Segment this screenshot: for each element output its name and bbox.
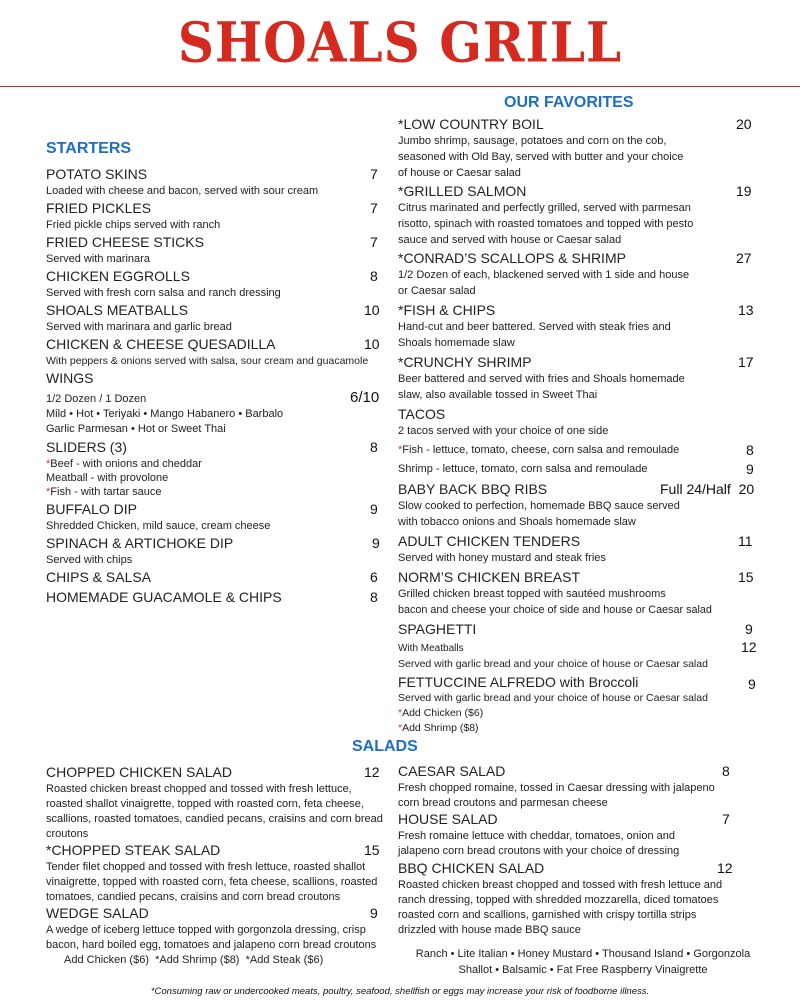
item-price: 8 — [746, 442, 754, 458]
item-desc: Served with chips — [46, 554, 133, 566]
item-desc: Served with garlic bread and your choice of house or Caesar salad — [398, 692, 708, 704]
item-price: 7 — [370, 234, 378, 250]
spaghetti-meatballs: With Meatballs — [398, 643, 464, 654]
item-desc: vinaigrette, topped with roasted corn, feta cheese, scallions, roasted — [46, 876, 378, 888]
item-desc: Served with honey mustard and steak fries — [398, 552, 606, 564]
section-heading-favorites: OUR FAVORITES — [504, 94, 634, 111]
section-heading-salads: SALADS — [352, 738, 418, 755]
item-name: POTATO SKINS — [46, 166, 148, 182]
section-heading-starters: STARTERS — [46, 140, 132, 157]
item-name: SLIDERS (3) — [46, 439, 127, 455]
item-desc: Served with marinara — [46, 253, 150, 265]
item-desc: Jumbo shrimp, sausage, potatoes and corn on the cob, — [398, 135, 667, 147]
item-price: 8 — [370, 439, 378, 455]
item-name: BABY BACK BBQ RIBS — [398, 481, 548, 497]
item-desc: bacon, hard boiled egg, tomatoes and jalapeno corn bread croutons — [46, 939, 377, 951]
item-price: 12 — [717, 860, 733, 876]
item-desc: Fried pickle chips served with ranch — [46, 219, 221, 231]
item-name: CHICKEN EGGROLLS — [46, 268, 190, 284]
item-name: FETTUCCINE ALFREDO with Broccoli — [398, 674, 639, 690]
item-desc: Fresh romaine lettuce with cheddar, tomatoes, onion and — [398, 830, 675, 842]
item-price: 19 — [736, 183, 752, 199]
item-price: 6/10 — [350, 389, 380, 406]
slider-option: Meatball - with provolone — [46, 472, 169, 484]
dressing-options — [398, 946, 768, 978]
item-desc: Tender filet chopped and tossed with fresh lettuce, roasted shallot — [46, 861, 366, 873]
wings-flavors: Garlic Parmesan • Hot or Sweet Thai — [46, 423, 226, 435]
item-price: 8 — [722, 763, 730, 779]
health-disclaimer: *Consuming raw or undercooked meats, poultry, seafood, shellfish or eggs may increase your risk of foodborne illness. — [150, 986, 650, 997]
item-price: 13 — [738, 302, 754, 318]
wings-flavors: Mild • Hot • Teriyaki • Mango Habanero • Barbalo — [46, 408, 284, 420]
item-desc: jalapeno corn bread croutons with your choice of dressing — [398, 845, 680, 857]
item-desc: 1/2 Dozen of each, blackened served with 1 side and house — [398, 269, 690, 281]
item-desc: Served with marinara and garlic bread — [46, 321, 232, 333]
item-name: BUFFALO DIP — [46, 501, 138, 517]
item-desc: Fresh chopped romaine, tossed in Caesar dressing with jalapeno — [398, 782, 715, 794]
item-price: 15 — [738, 569, 754, 585]
item-price: 27 — [736, 250, 752, 266]
item-desc: sauce and served with house or Caesar salad — [398, 234, 622, 246]
item-price: 15 — [364, 842, 380, 858]
item-desc: Beer battered and served with fries and Shoals homemade — [398, 373, 685, 385]
item-name: SPAGHETTI — [398, 621, 477, 637]
item-price: 11 — [738, 533, 753, 549]
item-price: 10 — [364, 302, 380, 318]
item-desc: Served with garlic bread and your choice of house or Caesar salad — [398, 658, 708, 670]
item-price: 7 — [370, 166, 378, 182]
item-name: *GRILLED SALMON — [398, 183, 527, 199]
item-price: 12 — [741, 639, 757, 655]
item-price: 17 — [738, 354, 754, 370]
item-price: 20 — [736, 116, 752, 132]
item-desc: 2 tacos served with your choice of one side — [398, 425, 609, 437]
dressing-line: Ranch • Lite Italian • Honey Mustard • Thousand Island • Gorgonzola — [415, 948, 751, 960]
item-name: TACOS — [398, 406, 446, 422]
salad-addons: Add Chicken ($6) *Add Shrimp ($8) *Add Steak ($6) — [64, 954, 324, 966]
item-price: 9 — [370, 501, 378, 517]
item-desc: Slow cooked to perfection, homemade BBQ sauce served — [398, 500, 680, 512]
item-price: 9 — [746, 461, 754, 477]
dressing-line: Shallot • Balsamic • Fat Free Raspberry Vinaigrette — [458, 964, 708, 976]
item-desc: Shoals homemade slaw — [398, 337, 515, 349]
item-name: *FISH & CHIPS — [398, 302, 496, 318]
item-desc: tomatoes, candied pecans, craisins and corn bread croutons — [46, 891, 341, 903]
item-name: CHOPPED CHICKEN SALAD — [46, 764, 232, 780]
item-price: 9 — [370, 905, 378, 921]
item-price: 8 — [370, 589, 378, 605]
item-name: WEDGE SALAD — [46, 905, 149, 921]
item-name: *CHOPPED STEAK SALAD — [46, 842, 221, 858]
item-name: *CONRAD’S SCALLOPS & SHRIMP — [398, 250, 626, 266]
item-name: FRIED PICKLES — [46, 200, 152, 216]
item-desc: corn bread croutons and parmesan cheese — [398, 797, 608, 809]
item-desc: Hand-cut and beer battered. Served with steak fries and — [398, 321, 671, 333]
item-desc: Citrus marinated and perfectly grilled, served with parmesan — [398, 202, 691, 214]
item-name: ADULT CHICKEN TENDERS — [398, 533, 581, 549]
item-name: HOMEMADE GUACAMOLE & CHIPS — [46, 589, 282, 605]
item-name: CAESAR SALAD — [398, 763, 506, 779]
item-desc: with tobacco onions and Shoals homemade slaw — [398, 516, 636, 528]
item-price: 9 — [748, 676, 756, 692]
add-on: *Add Shrimp ($8) — [398, 722, 479, 734]
item-price: 9 — [372, 535, 380, 551]
item-name: WINGS — [46, 370, 94, 386]
item-price: Full 24/Half 20 — [660, 481, 755, 497]
item-desc: With peppers & onions served with salsa, sour cream and guacamole — [46, 355, 369, 367]
item-price: 9 — [745, 621, 753, 637]
item-desc: Roasted chicken breast chopped and tossed with fresh lettuce, — [46, 783, 352, 795]
item-desc: roasted shallot vinaigrette, topped with roasted corn, feta cheese, — [46, 798, 364, 810]
taco-option: *Fish - lettuce, tomato, cheese, corn salsa and remoulade — [398, 444, 680, 456]
item-desc: of house or Caesar salad — [398, 167, 521, 179]
item-desc: Roasted chicken breast chopped and tossed with fresh lettuce and — [398, 879, 723, 891]
item-desc: risotto, spinach with roasted tomatoes and topped with pesto — [398, 218, 694, 230]
add-on: *Add Chicken ($6) — [398, 707, 484, 719]
item-desc: or Caesar salad — [398, 285, 476, 297]
item-desc: drizzled with house made BBQ sauce — [398, 924, 581, 936]
item-price: 7 — [370, 200, 378, 216]
item-desc: seasoned with Old Bay, served with butter and your choice — [398, 151, 684, 163]
item-name: *LOW COUNTRY BOIL — [398, 116, 544, 132]
item-price: 7 — [722, 811, 730, 827]
item-price: 8 — [370, 268, 378, 284]
item-desc: croutons — [46, 828, 89, 840]
item-desc: Shredded Chicken, mild sauce, cream cheese — [46, 520, 271, 532]
item-desc: scallions, roasted tomatoes, candied pecans, craisins and corn bread — [46, 813, 383, 825]
item-name: SPINACH & ARTICHOKE DIP — [46, 535, 234, 551]
item-name: CHICKEN & CHEESE QUESADILLA — [46, 336, 276, 352]
item-price: 12 — [364, 764, 380, 780]
item-desc: Loaded with cheese and bacon, served with sour cream — [46, 185, 319, 197]
item-price: 10 — [364, 336, 380, 352]
item-desc: slaw, also available tossed in Sweet Thai — [398, 389, 598, 401]
item-name: BBQ CHICKEN SALAD — [398, 860, 545, 876]
item-desc: Served with fresh corn salsa and ranch dressing — [46, 287, 281, 299]
item-desc: Grilled chicken breast topped with sautéed mushrooms — [398, 588, 666, 600]
item-name: HOUSE SALAD — [398, 811, 498, 827]
item-desc: roasted corn and scallions, garnished with crispy tortilla strips — [398, 909, 697, 921]
title-divider — [0, 86, 800, 87]
slider-option: *Fish - with tartar sauce — [46, 486, 162, 498]
item-name: FRIED CHEESE STICKS — [46, 234, 204, 250]
taco-option: Shrimp - lettuce, tomato, corn salsa and remoulade — [398, 463, 648, 475]
item-name: *CRUNCHY SHRIMP — [398, 354, 532, 370]
wings-size: 1/2 Dozen / 1 Dozen — [46, 393, 147, 405]
slider-option: *Beef - with onions and cheddar — [46, 458, 202, 470]
item-name: SHOALS MEATBALLS — [46, 302, 189, 318]
item-name: NORM’S CHICKEN BREAST — [398, 569, 581, 585]
item-desc: A wedge of iceberg lettuce topped with gorgonzola dressing, crisp — [46, 924, 366, 936]
item-price: 6 — [370, 569, 378, 585]
restaurant-title: SHOALS GRILL — [177, 10, 623, 75]
item-name: CHIPS & SALSA — [46, 569, 152, 585]
item-desc: ranch dressing, topped with shredded mozzarella, diced tomatoes — [398, 894, 719, 906]
item-desc: bacon and cheese your choice of side and house or Caesar salad — [398, 604, 712, 616]
